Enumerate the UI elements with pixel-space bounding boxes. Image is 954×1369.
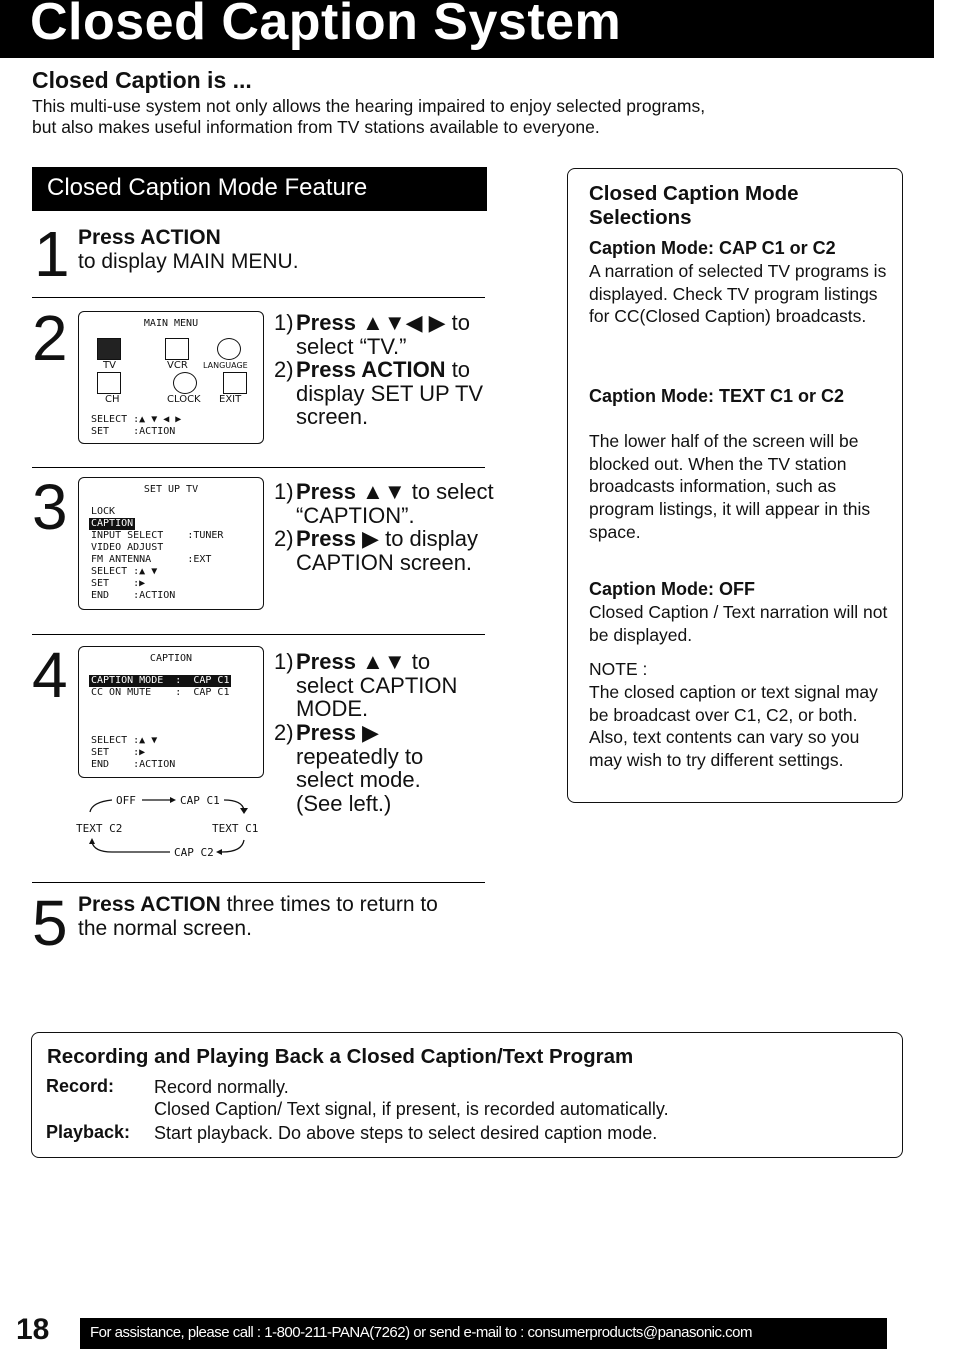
screen-row: SET :▶ bbox=[91, 747, 146, 758]
screen-row: SELECT :▲ ▼ bbox=[91, 735, 158, 746]
screen-row-selected: CAPTION bbox=[91, 518, 134, 529]
menu-label-clock: CLOCK bbox=[167, 394, 201, 405]
footer-bar bbox=[80, 1318, 887, 1349]
screen-row: LOCK bbox=[91, 506, 116, 517]
intro-text bbox=[32, 96, 912, 138]
caption-screen bbox=[78, 646, 264, 778]
menu-label-ch: CH bbox=[105, 394, 120, 405]
screen-title: MAIN MENU bbox=[143, 318, 199, 329]
step-1-number: 1 bbox=[34, 218, 70, 290]
sub-number: 1) bbox=[274, 479, 294, 504]
mode-feature-header bbox=[32, 167, 487, 211]
main-menu-screen bbox=[78, 311, 264, 444]
sub-text: to select CAPTION MODE. bbox=[296, 649, 458, 721]
step-5-text bbox=[78, 893, 468, 941]
note-label: NOTE : bbox=[589, 659, 648, 679]
record-line-1: Record normally. bbox=[154, 1077, 289, 1097]
menu-label-exit: EXIT bbox=[219, 394, 242, 405]
sub-number: 1) bbox=[274, 649, 294, 674]
playback-label: Playback: bbox=[46, 1122, 131, 1142]
cycle-text-c1: TEXT C1 bbox=[212, 822, 259, 835]
clock-icon bbox=[173, 372, 197, 394]
menu-label-tv: TV bbox=[103, 360, 116, 371]
step-5-desc: three times to return to the normal screen. bbox=[78, 893, 438, 940]
sub-bold: Press ▲▼ bbox=[296, 479, 406, 504]
selections-title: Closed Caption Mode Selections bbox=[589, 182, 799, 229]
off-mode-text: Closed Caption / Text narration will not be displayed. bbox=[589, 602, 888, 645]
intro-line-1: This multi-use system not only allows the hearing impaired to enjoy selected programs, bbox=[32, 96, 706, 116]
sub-bold: Press ▲▼ bbox=[296, 649, 406, 674]
intro-line-2: but also makes useful information from TV stations available to everyone. bbox=[32, 117, 600, 137]
header-banner bbox=[0, 0, 934, 58]
step-4-number: 4 bbox=[32, 639, 68, 711]
cycle-off: OFF bbox=[116, 794, 136, 807]
language-icon bbox=[217, 338, 241, 360]
step-3-number: 3 bbox=[32, 471, 68, 543]
menu-label-language: LANGUAGE bbox=[203, 361, 248, 370]
text-mode-text: The lower half of the screen will be blocked out. When the TV station broadcasts information, such as program listings, it will appear in this space. bbox=[589, 431, 871, 542]
sub-bold: Press ▲▼◀ ▶ bbox=[296, 310, 446, 335]
screen-row-selected: CAPTION MODE : CAP C1 bbox=[91, 675, 230, 686]
cap-mode-title: Caption Mode: CAP C1 or C2 bbox=[589, 238, 836, 258]
sub-bold: Press ▶ bbox=[296, 720, 379, 745]
note-text: The closed caption or text signal may be broadcast over C1, C2, or both. Also, text contents can vary so you may wish to try different settings. bbox=[589, 682, 878, 771]
cap-mode-text: A narration of selected TV programs is displayed. Check TV program listings for CC(Closed Caption) broadcasts. bbox=[589, 261, 887, 327]
screen-row: FM ANTENNA :EXT bbox=[91, 554, 212, 565]
mode-selections-panel bbox=[567, 168, 903, 803]
text-mode-title: Caption Mode: TEXT C1 or C2 bbox=[589, 386, 845, 406]
step-5-number: 5 bbox=[32, 887, 68, 959]
screen-row: CC ON MUTE : CAP C1 bbox=[91, 687, 230, 698]
recording-title: Recording and Playing Back a Closed Caption/Text Program bbox=[47, 1045, 634, 1068]
step-1-text bbox=[78, 226, 299, 274]
divider bbox=[32, 297, 485, 298]
screen-row: SET :ACTION bbox=[91, 426, 176, 437]
mode-feature-title: Closed Caption Mode Feature bbox=[47, 174, 368, 201]
screen-row: SET :▶ bbox=[91, 578, 146, 589]
exit-icon bbox=[223, 372, 247, 394]
sub-number: 2) bbox=[274, 720, 294, 745]
step-2-sub-1 bbox=[274, 311, 494, 361]
screen-row: VIDEO ADJUST bbox=[91, 542, 164, 553]
record-label: Record: bbox=[46, 1076, 115, 1096]
page-title: Closed Caption System bbox=[30, 0, 622, 51]
off-mode-title: Caption Mode: OFF bbox=[589, 579, 755, 599]
cycle-cap-c2: CAP C2 bbox=[174, 846, 214, 859]
intro-title: Closed Caption is ... bbox=[32, 67, 252, 93]
step-1-bold: Press ACTION bbox=[78, 226, 221, 249]
sub-bold: Press ▶ bbox=[296, 526, 379, 551]
screen-row: SELECT :▲ ▼ bbox=[91, 566, 158, 577]
recording-box bbox=[31, 1032, 903, 1158]
sub-text: to display CAPTION screen. bbox=[296, 526, 479, 575]
playback-text: Start playback. Do above steps to select desired caption mode. bbox=[154, 1123, 658, 1143]
cycle-text-c2: TEXT C2 bbox=[76, 822, 123, 835]
cycle-cap-c1: CAP C1 bbox=[180, 794, 220, 807]
setup-tv-screen bbox=[78, 477, 264, 610]
menu-label-vcr: VCR bbox=[167, 360, 188, 371]
record-line-2: Closed Caption/ Text signal, if present, is recorded automatically. bbox=[154, 1099, 669, 1119]
step-3-sub-1 bbox=[274, 480, 494, 530]
screen-title: CAPTION bbox=[149, 653, 193, 664]
sub-text: to select “CAPTION”. bbox=[296, 479, 494, 528]
step-2-sub-2 bbox=[274, 358, 494, 438]
screen-title: SET UP TV bbox=[143, 484, 199, 495]
step-3-sub-2 bbox=[274, 527, 494, 577]
sub-number: 2) bbox=[274, 526, 294, 551]
sub-bold: Press ACTION bbox=[296, 357, 446, 382]
footer-text: For assistance, please call : 1-800-211-PANA(7262) or send e-mail to : consumerproducts@panasonic.com bbox=[90, 1324, 753, 1341]
tv-icon bbox=[97, 338, 121, 360]
screen-row: END :ACTION bbox=[91, 759, 176, 770]
screen-row: INPUT SELECT :TUNER bbox=[91, 530, 224, 541]
caption-mode-cycle bbox=[72, 792, 272, 862]
sub-text: to select “TV.” bbox=[296, 310, 471, 359]
screen-row: END :ACTION bbox=[91, 590, 176, 601]
step-1-desc: to display MAIN MENU. bbox=[78, 250, 299, 273]
step-5-bold: Press ACTION bbox=[78, 893, 221, 916]
step-2-number: 2 bbox=[32, 302, 68, 374]
screen-row: SELECT :▲ ▼ ◀ ▶ bbox=[91, 414, 182, 425]
divider bbox=[32, 467, 485, 468]
vcr-icon bbox=[165, 338, 189, 360]
sub-number: 1) bbox=[274, 310, 294, 335]
step-4-sub-2 bbox=[274, 721, 494, 817]
divider bbox=[32, 882, 485, 883]
sub-number: 2) bbox=[274, 357, 294, 382]
antenna-icon bbox=[97, 372, 121, 394]
step-4-sub-1 bbox=[274, 650, 494, 720]
sub-text: repeatedly to select mode. (See left.) bbox=[296, 743, 424, 816]
divider bbox=[32, 634, 485, 635]
page-number: 18 bbox=[16, 1313, 50, 1346]
sub-text: to display SET UP TV screen. bbox=[296, 357, 484, 429]
